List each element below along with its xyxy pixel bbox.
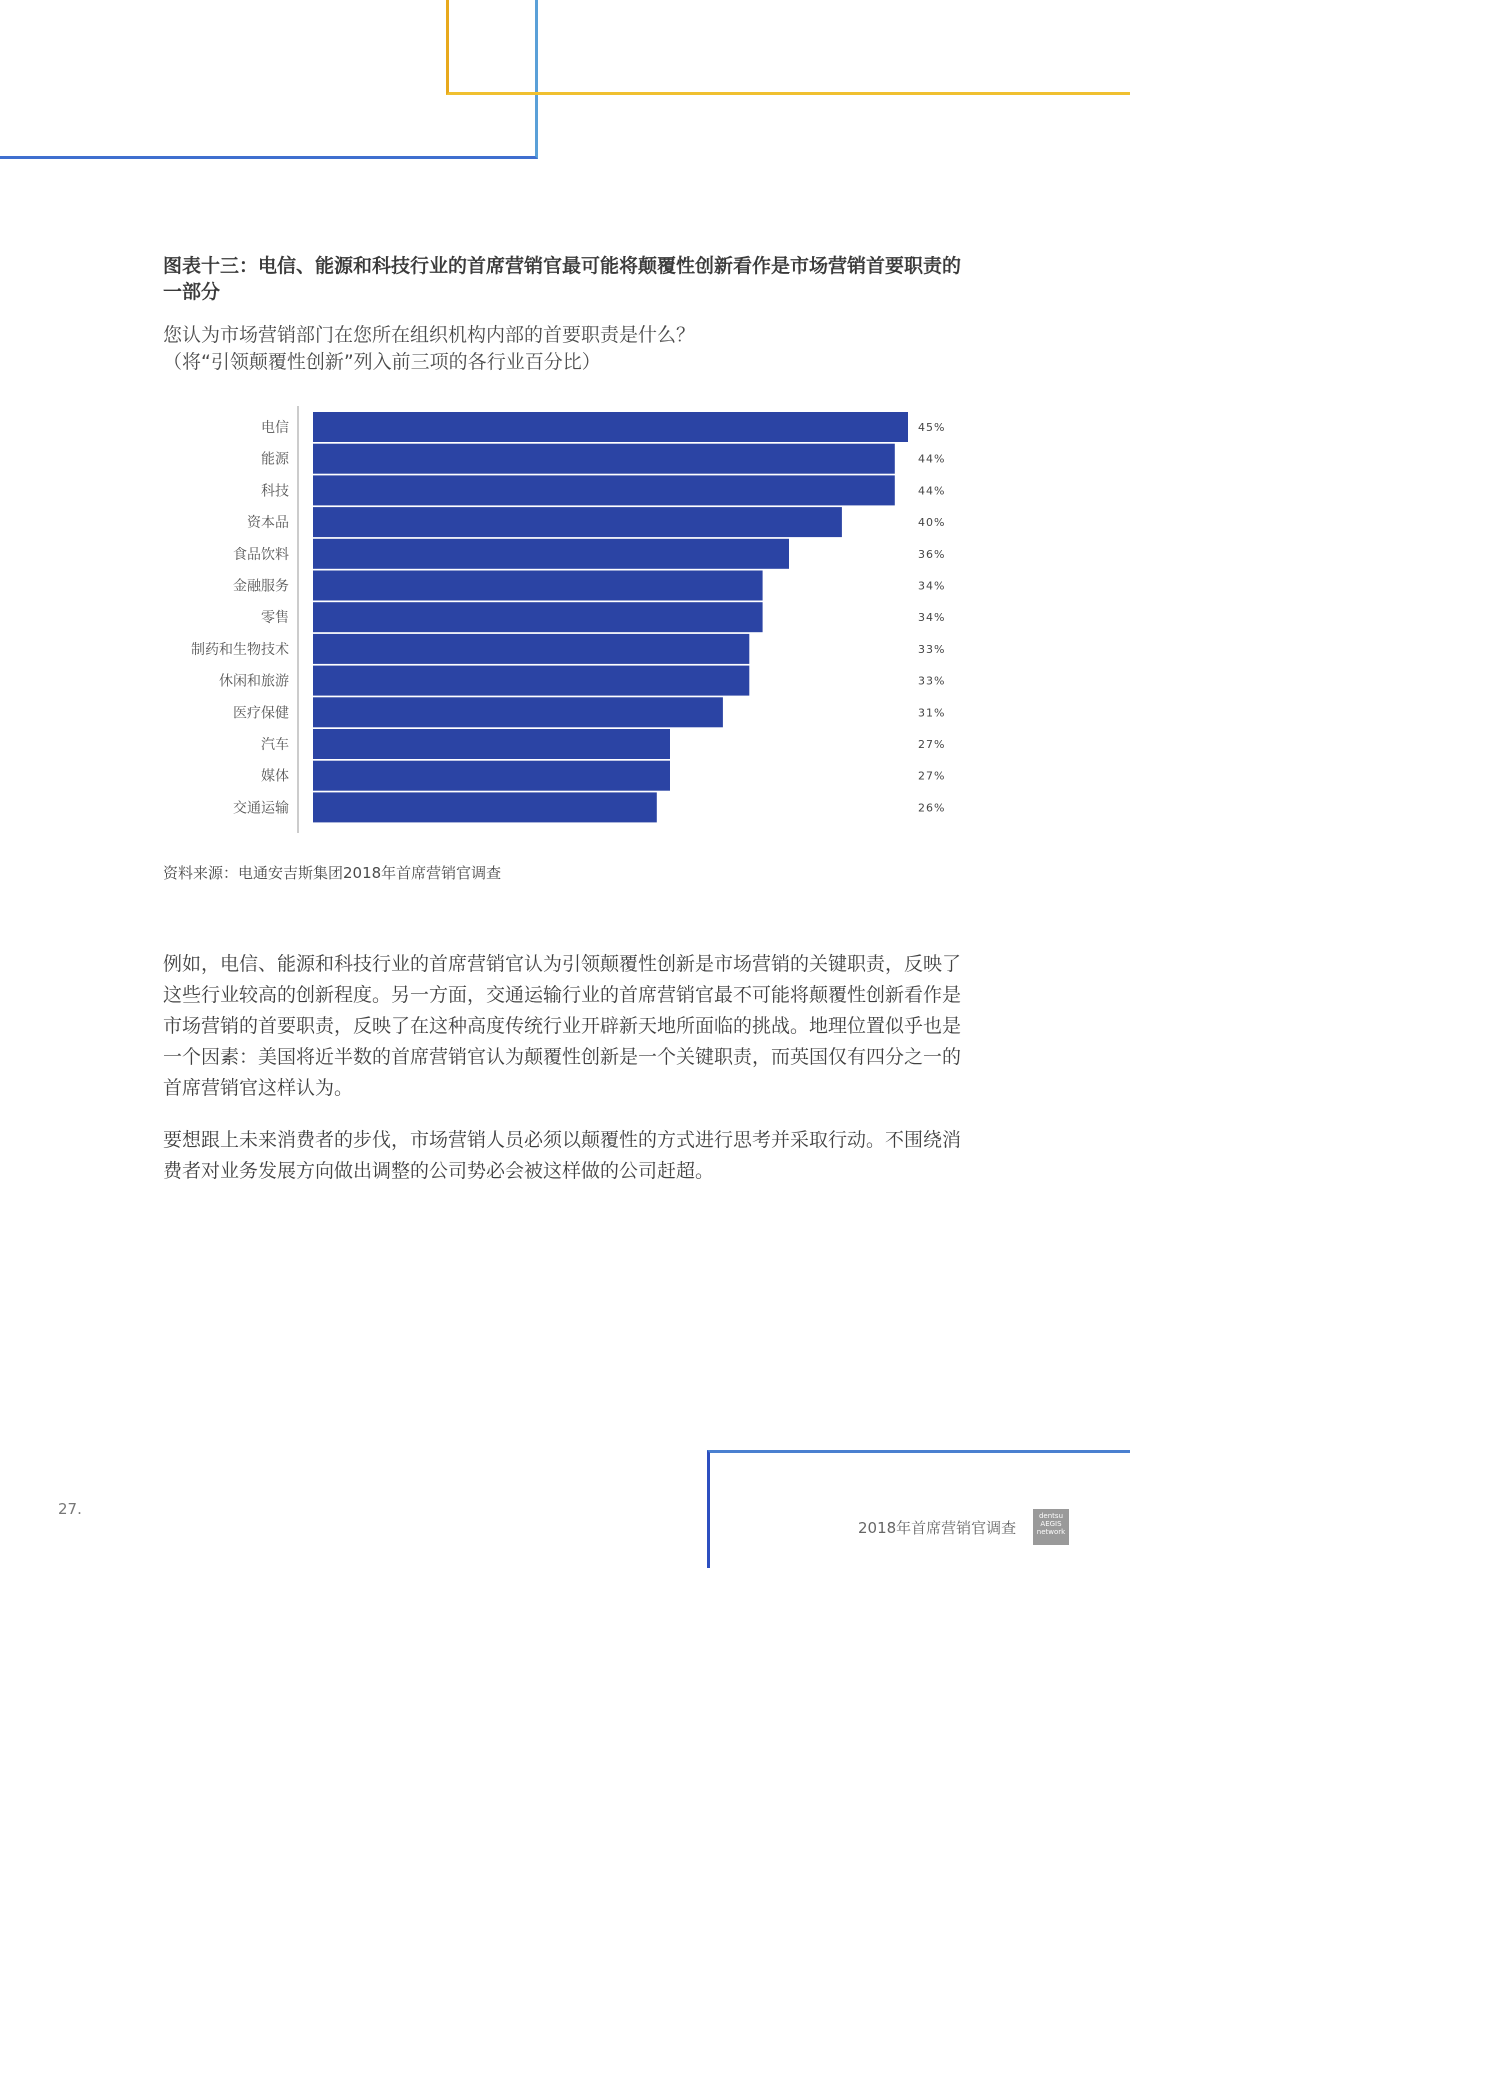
- bar-10: [313, 729, 670, 759]
- category-label-8: 休闲和旅游: [219, 673, 289, 690]
- value-label-4: 36%: [918, 547, 946, 561]
- category-label-11: 媒体: [261, 768, 289, 785]
- question-line-2: （将“引领颠覆性创新”列入前三项的各行业百分比）: [163, 351, 601, 373]
- category-label-0: 电信: [261, 420, 289, 436]
- bars-layer: [191, 412, 945, 822]
- bar-6: [313, 602, 763, 632]
- value-label-7: 33%: [918, 642, 946, 656]
- category-label-12: 交通运输: [233, 800, 289, 817]
- value-label-1: 44%: [918, 452, 946, 466]
- value-label-5: 34%: [918, 579, 946, 593]
- value-label-8: 33%: [918, 674, 946, 688]
- value-label-10: 27%: [918, 738, 946, 751]
- bar-12: [313, 792, 657, 822]
- bar-1: [313, 444, 895, 474]
- value-label-9: 31%: [918, 706, 946, 720]
- bar-11: [313, 761, 670, 791]
- category-label-5: 金融服务: [233, 578, 289, 595]
- category-label-6: 零售: [261, 610, 289, 627]
- decorative-frame-gold-top: [446, 0, 1130, 95]
- category-label-2: 科技: [261, 483, 289, 500]
- bar-5: [313, 571, 763, 601]
- dentsu-aegis-logo: [1033, 1509, 1069, 1545]
- logo-line-1: dentsu: [1038, 1512, 1063, 1520]
- category-label-10: 汽车: [261, 737, 289, 753]
- chart-source: 资料来源：电通安吉斯集团2018年首席营销官调查: [163, 864, 502, 882]
- value-label-2: 44%: [918, 484, 946, 498]
- category-label-9: 医疗保健: [233, 705, 289, 722]
- body-paragraph-2: 要想跟上未来消费者的步伐，市场营销人员必须以颠覆性的方式进行思考并采取行动。不围绕消费者对业务发展方向做出调整的公司势必会被这样做的公司赶超。: [163, 1129, 962, 1182]
- logo-line-3: network: [1036, 1528, 1066, 1536]
- bar-3: [313, 507, 842, 537]
- value-label-12: 26%: [918, 801, 946, 815]
- value-label-3: 40%: [918, 516, 946, 530]
- footer-title: 2018年首席营销官调查: [858, 1519, 1017, 1537]
- category-label-1: 能源: [261, 451, 289, 468]
- chart-question: [163, 322, 963, 376]
- category-label-3: 资本品: [247, 515, 289, 532]
- bar-8: [313, 666, 749, 696]
- question-line-1: 您认为市场营销部门在您所在组织机构内部的首要职责是什么？: [163, 324, 696, 346]
- category-label-7: 制药和生物技术: [191, 641, 289, 658]
- category-label-4: 食品饮料: [233, 546, 289, 563]
- value-label-6: 34%: [918, 611, 946, 625]
- bar-chart: [0, 400, 1130, 840]
- bar-4: [313, 539, 789, 569]
- body-paragraph-1: 例如，电信、能源和科技行业的首席营销官认为引领颠覆性创新是市场营销的关键职责，反映了这些行业较高的创新程度。另一方面，交通运输行业的首席营销官最不可能将颠覆性创新看作是市场营销的首要职责，反映了在这种高度传统行业开辟新天地所面临的挑战。地理位置似乎也是一个因素：美国将近半数的首席营销官认为颠覆性创新是一个关键职责，而英国仅有四分之一的首席营销官这样认为。: [163, 953, 962, 1099]
- page-number: 27.: [58, 1500, 82, 1518]
- value-label-0: 45%: [918, 421, 946, 434]
- bar-2: [313, 475, 895, 505]
- value-label-11: 27%: [918, 769, 946, 783]
- bar-0: [313, 412, 908, 442]
- bar-7: [313, 634, 749, 664]
- chart-title: 图表十三：电信、能源和科技行业的首席营销官最可能将颠覆性创新看作是市场营销首要职责的一部分: [163, 255, 962, 303]
- logo-line-2: AEGIS: [1040, 1520, 1062, 1528]
- bar-9: [313, 697, 723, 727]
